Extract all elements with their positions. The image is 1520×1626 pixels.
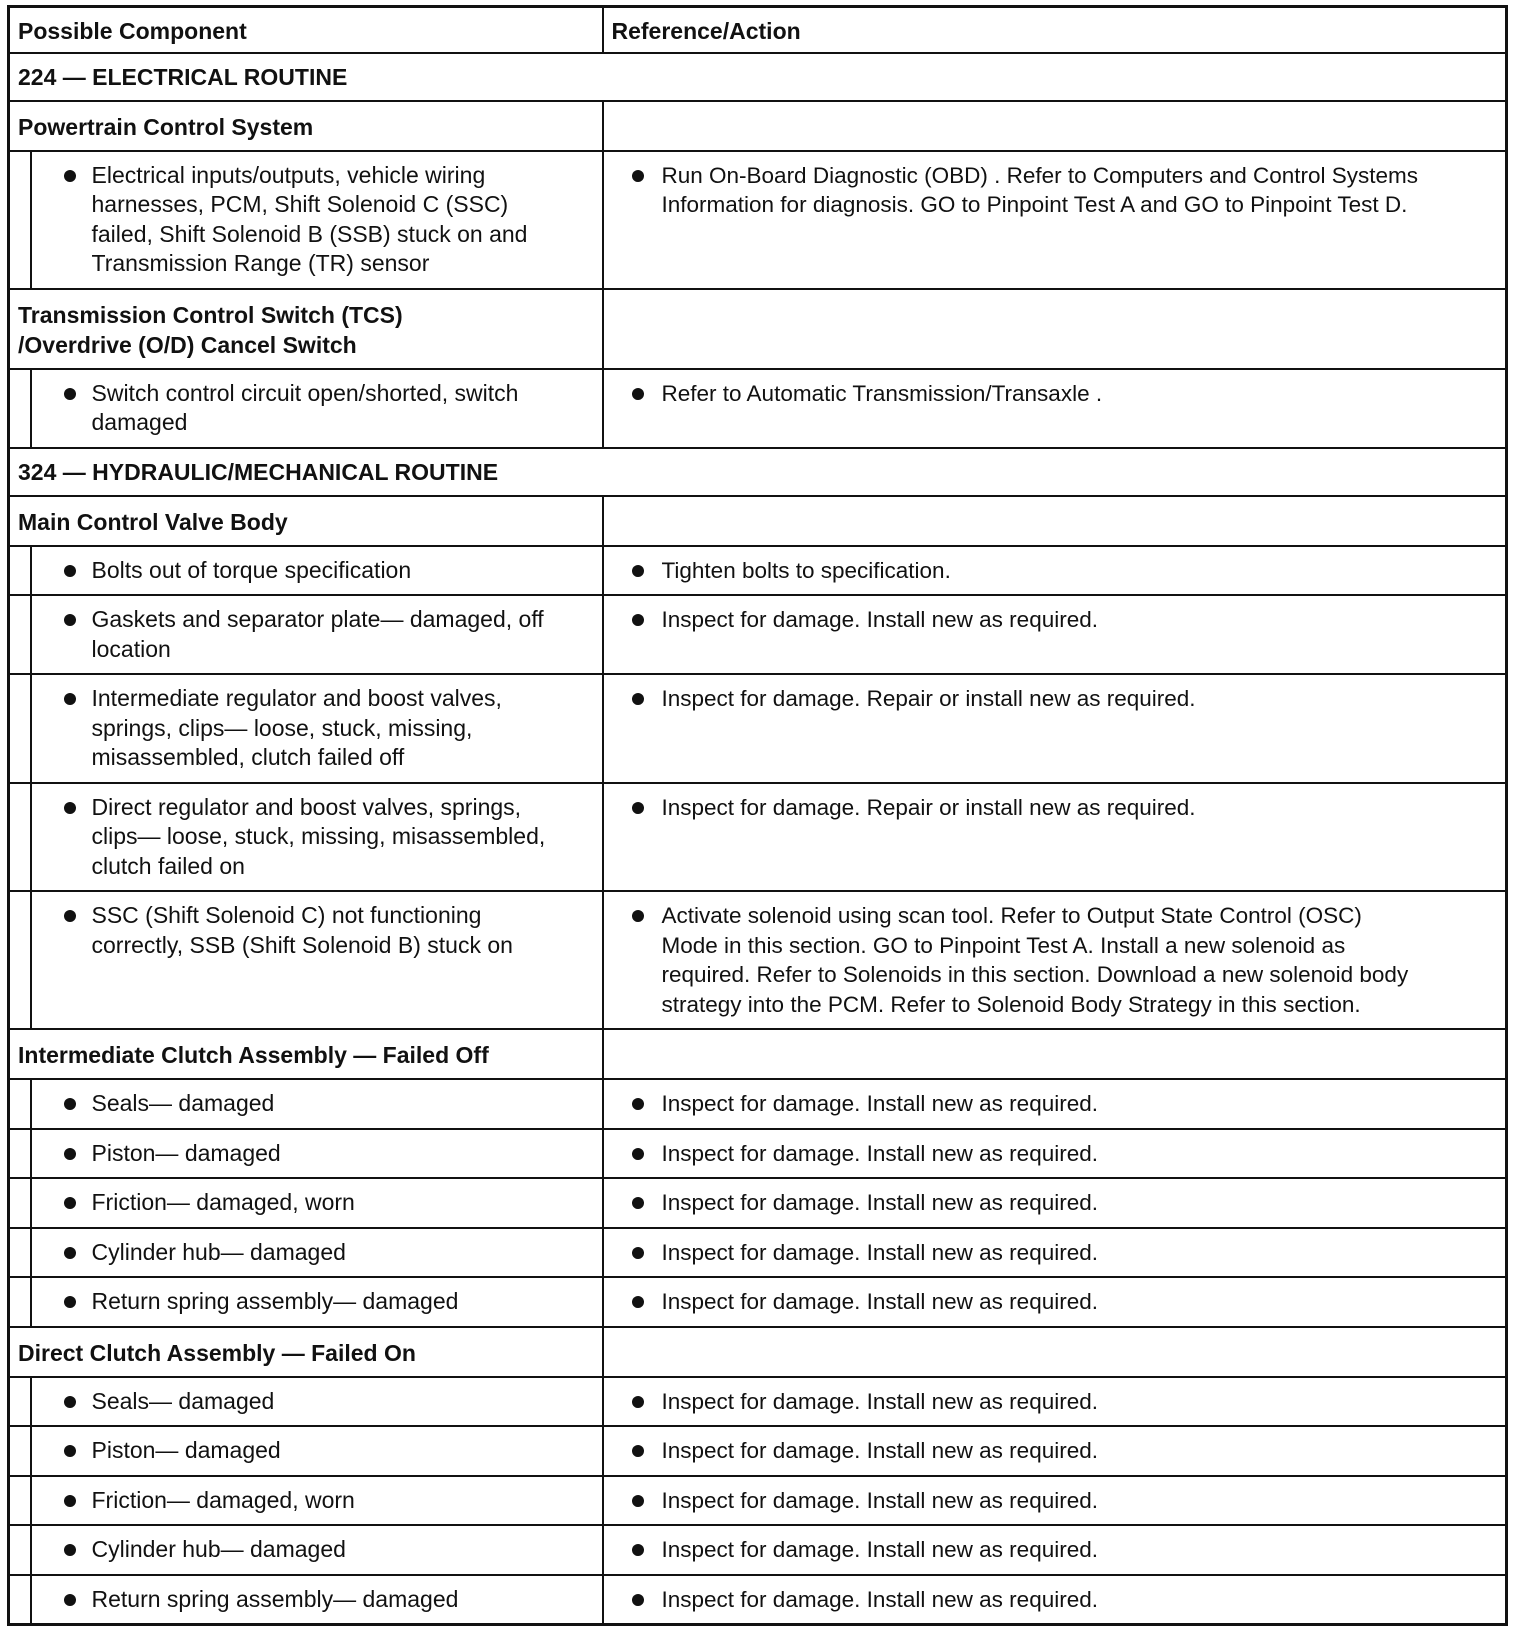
component-cell — [31, 595, 603, 674]
component-group-name: Direct Clutch Assembly — Failed On — [9, 1327, 603, 1377]
group-action-empty — [603, 101, 1507, 151]
action-cell — [603, 369, 1507, 448]
component-text: Gaskets and separator plate— damaged, off location — [91, 606, 544, 662]
table-row — [9, 674, 1507, 783]
action-text: Activate solenoid using scan tool. Refer to Output State Control (OSC) Mode in this section. GO to Pinpoint Test A. Install a new solenoid as required. Refer to Solenoids in this section. Download a new solenoid body strategy into the PCM. Refer to Solenoid Body Strategy in this section. — [661, 903, 1409, 1017]
action-bullet-item — [612, 901, 1498, 1019]
component-bullet-item — [40, 1387, 594, 1417]
indent-cell — [9, 1426, 31, 1476]
table-row — [9, 1426, 1507, 1476]
bullet-icon — [40, 901, 92, 960]
indent-cell — [9, 1129, 31, 1179]
action-text: Inspect for damage. Repair or install new as required. — [661, 686, 1196, 711]
action-text: Inspect for damage. Install new as required. — [661, 1487, 1098, 1513]
table-row — [9, 783, 1507, 892]
indent-cell — [9, 595, 31, 674]
action-text: Refer to Automatic Transmission/Transaxle . — [661, 380, 1103, 406]
bullet-icon — [40, 1486, 92, 1516]
component-bullet-item — [40, 684, 594, 773]
action-cell — [603, 1178, 1507, 1228]
component-group-name: Transmission Control Switch (TCS) /Overdrive (O/D) Cancel Switch — [9, 289, 603, 369]
component-text: Electrical inputs/outputs, vehicle wiring harnesses, PCM, Shift Solenoid C (SSC) failed, Shift Solenoid B (SSB) stuck on and Transmission Range (TR) sensor — [91, 161, 528, 276]
component-text: Direct regulator and boost valves, springs, clips— loose, stuck, missing, misassembled, clutch failed on — [91, 793, 546, 879]
action-cell — [603, 546, 1507, 596]
action-cell — [603, 151, 1507, 289]
action-text: Inspect for damage. Install new as required. — [661, 1289, 1098, 1314]
action-cell — [603, 1525, 1507, 1575]
table-row — [9, 891, 1507, 1029]
action-bullet-item — [612, 1188, 1498, 1218]
bullet-icon — [40, 1238, 92, 1268]
component-group-row — [9, 1029, 1507, 1079]
action-text: Inspect for damage. Install new as required. — [661, 1438, 1098, 1463]
bullet-icon — [40, 793, 92, 882]
component-text: Seals— damaged — [91, 1387, 275, 1414]
column-header-action: Reference/Action — [603, 7, 1507, 53]
action-text: Inspect for damage. Repair or install new as required. — [661, 794, 1196, 820]
component-cell — [31, 151, 603, 289]
component-cell — [31, 1575, 603, 1625]
bullet-icon — [40, 684, 92, 773]
bullet-icon — [40, 1188, 92, 1218]
group-action-empty — [603, 1029, 1507, 1079]
action-cell — [603, 595, 1507, 674]
bullet-icon — [612, 793, 662, 823]
indent-cell — [9, 1228, 31, 1278]
component-bullet-item — [40, 605, 594, 664]
component-text: Piston— damaged — [91, 1139, 281, 1166]
bullet-icon — [612, 379, 662, 409]
component-cell — [31, 1277, 603, 1327]
table-row — [9, 1377, 1507, 1427]
component-cell — [31, 1476, 603, 1526]
component-bullet-item — [40, 1436, 594, 1466]
indent-cell — [9, 151, 31, 289]
routine-row — [9, 53, 1507, 101]
indent-cell — [9, 1476, 31, 1526]
component-bullet-item — [40, 901, 594, 960]
action-cell — [603, 1129, 1507, 1179]
component-text: Seals— damaged — [91, 1090, 275, 1116]
bullet-icon — [40, 556, 92, 586]
action-text: Inspect for damage. Install new as required. — [661, 1190, 1098, 1215]
bullet-icon — [40, 1089, 92, 1119]
bullet-icon — [40, 605, 92, 664]
bullet-icon — [612, 161, 662, 220]
table-row — [9, 1228, 1507, 1278]
action-bullet-item — [612, 1535, 1498, 1565]
action-bullet-item — [612, 556, 1498, 586]
component-group-row — [9, 1327, 1507, 1377]
table-row — [9, 1079, 1507, 1129]
table-row — [9, 1525, 1507, 1575]
component-text: Piston— damaged — [91, 1437, 281, 1463]
diagnosis-document — [7, 5, 1505, 1626]
component-cell — [31, 783, 603, 892]
bullet-icon — [40, 161, 92, 279]
action-bullet-item — [612, 1486, 1498, 1516]
routine-title: 224 — ELECTRICAL ROUTINE — [9, 53, 1507, 101]
indent-cell — [9, 1575, 31, 1625]
action-bullet-item — [612, 1387, 1498, 1417]
action-bullet-item — [612, 1139, 1498, 1169]
component-group-row — [9, 496, 1507, 546]
routine-row — [9, 448, 1507, 496]
bullet-icon — [40, 1535, 92, 1565]
component-group-name: Powertrain Control System — [9, 101, 603, 151]
action-bullet-item — [612, 1436, 1498, 1466]
action-bullet-item — [612, 161, 1498, 220]
action-text: Inspect for damage. Install new as required. — [661, 1537, 1098, 1562]
routine-title: 324 — HYDRAULIC/MECHANICAL ROUTINE — [9, 448, 1507, 496]
component-cell — [31, 674, 603, 783]
component-text: Bolts out of torque specification — [91, 556, 412, 583]
component-text: SSC (Shift Solenoid C) not functioning correctly, SSB (Shift Solenoid B) stuck on — [91, 902, 513, 958]
bullet-icon — [612, 1089, 662, 1119]
indent-cell — [9, 783, 31, 892]
component-group-name: Intermediate Clutch Assembly — Failed Off — [9, 1029, 603, 1079]
bullet-icon — [612, 1238, 662, 1268]
table-row — [9, 1476, 1507, 1526]
component-cell — [31, 1228, 603, 1278]
table-row — [9, 1129, 1507, 1179]
component-bullet-item — [40, 379, 594, 438]
component-text: Return spring assembly— damaged — [91, 1585, 459, 1612]
component-text: Friction— damaged, worn — [91, 1486, 355, 1513]
bullet-icon — [40, 1287, 92, 1317]
component-bullet-item — [40, 793, 594, 882]
component-text: Return spring assembly— damaged — [91, 1288, 459, 1314]
table-row — [9, 151, 1507, 289]
component-cell — [31, 546, 603, 596]
table-row — [9, 595, 1507, 674]
action-bullet-item — [612, 684, 1498, 714]
bullet-icon — [612, 556, 662, 586]
group-action-empty — [603, 289, 1507, 369]
component-cell — [31, 1129, 603, 1179]
bullet-icon — [612, 1188, 662, 1218]
bullet-icon — [40, 1139, 92, 1169]
action-cell — [603, 891, 1507, 1029]
action-text: Tighten bolts to specification. — [661, 557, 951, 583]
action-cell — [603, 1277, 1507, 1327]
action-bullet-item — [612, 1238, 1498, 1268]
component-text: Cylinder hub— damaged — [91, 1238, 346, 1265]
component-bullet-item — [40, 1139, 594, 1169]
indent-cell — [9, 674, 31, 783]
component-bullet-item — [40, 1535, 594, 1565]
bullet-icon — [612, 1139, 662, 1169]
action-text: Inspect for damage. Install new as required. — [661, 607, 1098, 632]
component-bullet-item — [40, 556, 594, 586]
indent-cell — [9, 1277, 31, 1327]
indent-cell — [9, 1377, 31, 1427]
component-group-name: Main Control Valve Body — [9, 496, 603, 546]
action-cell — [603, 1476, 1507, 1526]
action-text: Inspect for damage. Install new as required. — [661, 1091, 1098, 1116]
component-cell — [31, 1079, 603, 1129]
indent-cell — [9, 546, 31, 596]
table-row — [9, 1178, 1507, 1228]
bullet-icon — [612, 1287, 662, 1317]
bullet-icon — [612, 684, 662, 714]
group-action-empty — [603, 496, 1507, 546]
group-action-empty — [603, 1327, 1507, 1377]
component-cell — [31, 1178, 603, 1228]
indent-cell — [9, 369, 31, 448]
action-cell — [603, 783, 1507, 892]
table-row — [9, 1277, 1507, 1327]
component-cell — [31, 891, 603, 1029]
component-text: Friction— damaged, worn — [91, 1189, 355, 1215]
component-cell — [31, 1426, 603, 1476]
action-cell — [603, 1426, 1507, 1476]
component-bullet-item — [40, 1585, 594, 1615]
bullet-icon — [612, 1486, 662, 1516]
component-group-row — [9, 289, 1507, 369]
action-text: Inspect for damage. Install new as required. — [661, 1388, 1098, 1414]
component-bullet-item — [40, 1238, 594, 1268]
symptom-chart-table — [7, 5, 1508, 1626]
bullet-icon — [40, 1585, 92, 1615]
table-header-row — [9, 7, 1507, 53]
action-cell — [603, 1228, 1507, 1278]
bullet-icon — [612, 605, 662, 635]
component-cell — [31, 1377, 603, 1427]
indent-cell — [9, 1079, 31, 1129]
action-text: Run On-Board Diagnostic (OBD) . Refer to Computers and Control Systems Information for diagnosis. GO to Pinpoint Test A and GO to Pinpoint Test D. — [661, 162, 1419, 217]
indent-cell — [9, 1525, 31, 1575]
bullet-icon — [612, 1585, 662, 1615]
bullet-icon — [40, 1387, 92, 1417]
component-bullet-item — [40, 161, 594, 279]
indent-cell — [9, 891, 31, 1029]
component-bullet-item — [40, 1486, 594, 1516]
table-row — [9, 546, 1507, 596]
component-cell — [31, 369, 603, 448]
component-bullet-item — [40, 1188, 594, 1218]
indent-cell — [9, 1178, 31, 1228]
action-cell — [603, 674, 1507, 783]
action-bullet-item — [612, 605, 1498, 635]
component-text: Switch control circuit open/shorted, switch damaged — [91, 379, 519, 435]
bullet-icon — [40, 1436, 92, 1466]
action-text: Inspect for damage. Install new as required. — [661, 1140, 1098, 1166]
component-text: Intermediate regulator and boost valves, springs, clips— loose, stuck, missing, misassembled, clutch failed off — [91, 685, 502, 770]
bullet-icon — [612, 1535, 662, 1565]
action-text: Inspect for damage. Install new as required. — [661, 1239, 1098, 1265]
component-bullet-item — [40, 1089, 594, 1119]
bullet-icon — [612, 901, 662, 1019]
table-row — [9, 369, 1507, 448]
action-cell — [603, 1079, 1507, 1129]
column-header-component: Possible Component — [9, 7, 603, 53]
action-bullet-item — [612, 793, 1498, 823]
action-text: Inspect for damage. Install new as required. — [661, 1586, 1098, 1612]
action-bullet-item — [612, 1585, 1498, 1615]
bullet-icon — [612, 1387, 662, 1417]
table-row — [9, 1575, 1507, 1625]
action-cell — [603, 1377, 1507, 1427]
action-cell — [603, 1575, 1507, 1625]
bullet-icon — [612, 1436, 662, 1466]
component-cell — [31, 1525, 603, 1575]
component-bullet-item — [40, 1287, 594, 1317]
action-bullet-item — [612, 1089, 1498, 1119]
component-group-row — [9, 101, 1507, 151]
action-bullet-item — [612, 379, 1498, 409]
bullet-icon — [40, 379, 92, 438]
component-text: Cylinder hub— damaged — [91, 1536, 346, 1562]
action-bullet-item — [612, 1287, 1498, 1317]
